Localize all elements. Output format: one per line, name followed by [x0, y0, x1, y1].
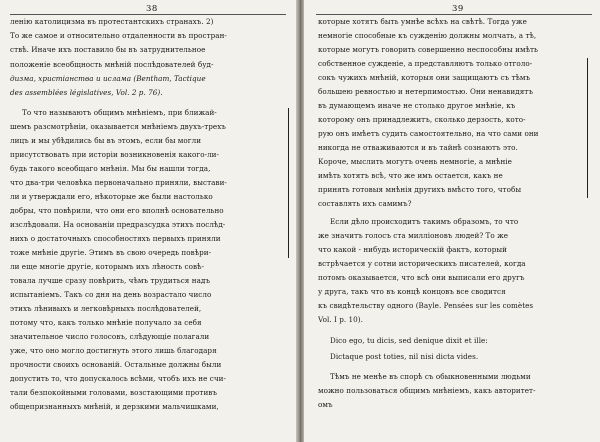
- text-line: тоже мнѣніе другіе. Этимъ въ свою очередь повѣри-: [10, 248, 212, 257]
- text-line: встрѣчается у сотни историческихъ писателей, когда: [318, 259, 526, 268]
- text-line: положеніе всеобщность мнѣній послѣдователей буд-: [10, 60, 214, 69]
- header-rule: [316, 14, 592, 15]
- text-line: Если дѣло происходитъ такимъ образомъ, то что: [330, 217, 519, 226]
- text-line: никогда не отваживаются и въ тайнѣ сознаютъ это.: [318, 143, 518, 152]
- text-line: потомъ оказывается, что всѣ они выписали его другъ: [318, 273, 525, 282]
- text-line: же значитъ голосъ ста милліоновъ людей? То же: [318, 231, 509, 240]
- text-line: этихъ лѣнивыхъ и легковѣрныхъ послѣдователей,: [10, 304, 202, 313]
- text-line: добры, что повѣрили, что они его вполнѣ основательно: [10, 206, 224, 215]
- text-line: des assemblées législatives, Vol. 2 p. 76).: [10, 88, 163, 97]
- text-line: значительное число голосовъ, слѣдующіе полагали: [10, 332, 210, 341]
- text-line: будь такого всеобщаго мнѣнія. Мы бы нашли тогда,: [10, 164, 211, 173]
- text-line: уже, что оно могло достигнуть этого лишь благодаря: [10, 346, 217, 355]
- text-line: ли еще многіе другіе, которымъ ихъ лѣность совѣ-: [10, 262, 204, 271]
- text-line: изслѣдовали. На основаніи предразсудка этихъ послѣд-: [10, 220, 226, 229]
- header-rule: [10, 14, 286, 15]
- text-line: ствѣ. Иначе ихъ поставило бы въ затруднительное: [10, 45, 206, 54]
- text-line: Dictaque post toties, nil nisi dicta vides.: [330, 352, 479, 361]
- text-line: что какой - нибудь историческій фактъ, который: [318, 245, 507, 254]
- text-line: шемъ разсмотрѣніи, оказывается мнѣніемъ двухъ-трехъ: [10, 122, 226, 131]
- text-line: дизма, христіанства и ислама (Bentham, Tactique: [10, 74, 206, 83]
- text-line: прочности своихъ основаній. Остальные должны были: [10, 360, 222, 369]
- text-line: товала лучше сразу повѣрить, чѣмъ трудиться надъ: [10, 276, 210, 285]
- text-line: что два-три человѣка первоначально приняли, выстави-: [10, 178, 227, 187]
- text-line: Dico ego, tu dicis, sed denique dixit et ille:: [330, 336, 488, 345]
- text-line: которые хотятъ быть умнѣе всѣхъ на свѣтѣ. Тогда уже: [318, 17, 527, 26]
- text-line: ли и утверждали его, нѣкоторые же были настолько: [10, 192, 213, 201]
- text-line: которые могутъ говорить совершенно неспособны имѣть: [318, 45, 538, 54]
- left-page: [0, 0, 296, 442]
- text-line: ленію католицизма въ протестантскихъ странахъ. 2): [10, 17, 214, 26]
- text-line: къ свидѣтельству одного (Bayle. Pensées sur les comètes: [318, 301, 534, 310]
- margin-mark: [288, 108, 289, 258]
- text-line: тали безпокойными головами, возстающими противъ: [10, 388, 218, 397]
- text-line: имѣть хотятъ всѣ, что же имъ остается, какъ не: [318, 171, 503, 180]
- page-number: 39: [452, 4, 464, 14]
- text-line: большею ревностью и нетерпимостью. Они ненавидятъ: [318, 87, 533, 96]
- page-number: 38: [146, 4, 158, 14]
- book-gutter: [296, 0, 304, 442]
- right-page: [304, 0, 600, 442]
- text-line: присутствовать при исторіи возникновенія какого-ли-: [10, 150, 220, 159]
- text-line: собственное сужденіе, а представляютъ только отголо-: [318, 59, 533, 68]
- text-line: омъ: [318, 400, 333, 409]
- text-line: сокъ чужихъ мнѣній, которыя они защищаютъ съ тѣмъ: [318, 73, 531, 82]
- text-line: составлять ихъ самимъ?: [318, 199, 412, 208]
- text-line: которому онъ принадлежитъ, сколько дерзость, кото-: [318, 115, 526, 124]
- text-line: общепризнанныхъ мнѣній, и дерзкими мальчишками,: [10, 402, 219, 411]
- text-line: немногіе способные къ сужденію должны молчать, а тѣ,: [318, 31, 537, 40]
- text-line: То что называютъ общимъ мнѣніемъ, при ближай-: [22, 108, 217, 117]
- text-line: нихъ о достаточныхъ способностяхъ первыхъ приняли: [10, 234, 221, 243]
- text-line: допустить то, что допускалось всѣми, чтобъ ихъ не счи-: [10, 374, 226, 383]
- text-line: Vol. I p. 10).: [318, 315, 363, 324]
- text-line: лицъ и мы убѣдились бы въ этомъ, если бы могли: [10, 136, 202, 145]
- text-line: въ думающемъ иначе не столько другое мнѣніе, къ: [318, 101, 516, 110]
- text-line: рую онъ имѣетъ судить самостоятельно, на что сами они: [318, 129, 539, 138]
- text-line: Короче, мыслить могутъ очень немногіе, а мнѣніе: [318, 157, 512, 166]
- text-line: потому что, какъ только мнѣніе получало за себя: [10, 318, 202, 327]
- text-line: принять готовыя мнѣнія другихъ вмѣсто того, чтобы: [318, 185, 522, 194]
- text-line: Тѣмъ не менѣе въ спорѣ съ обыкновенными людьми: [330, 372, 531, 381]
- text-line: можно пользоваться общимъ мнѣніемъ, какъ авторитет-: [318, 386, 536, 395]
- text-line: у друга, такъ что въ концѣ концовъ все сводится: [318, 287, 506, 296]
- text-line: То же самое и относительно отдаленности въ простран-: [10, 31, 227, 40]
- margin-mark: [587, 58, 588, 198]
- text-line: испытаніемъ. Такъ со дня на день возрастало число: [10, 290, 212, 299]
